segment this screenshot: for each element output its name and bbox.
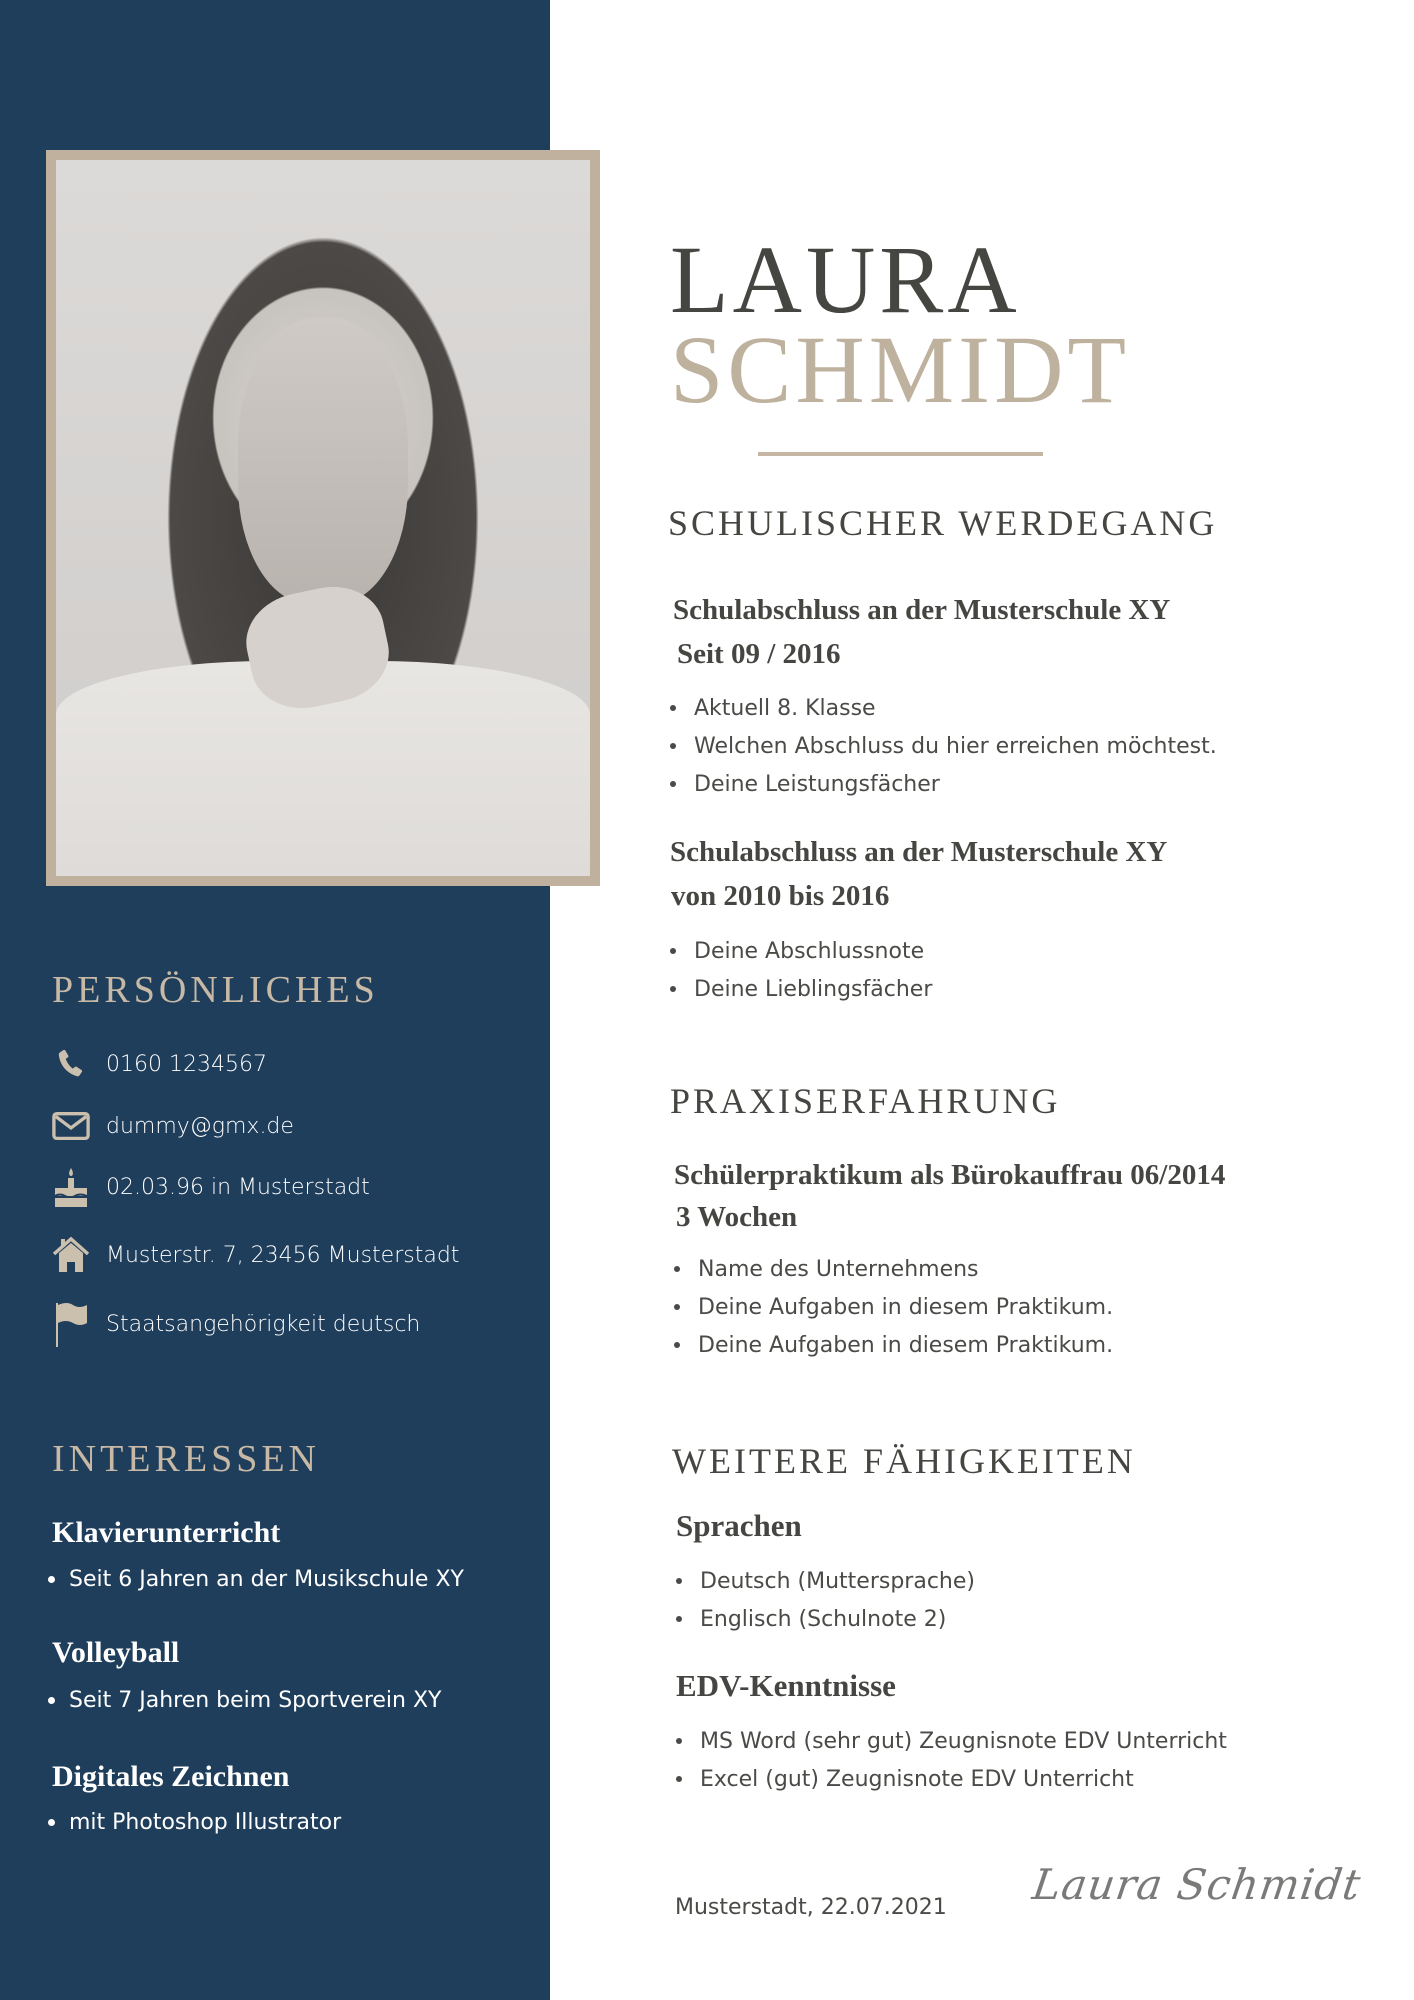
bullet-icon <box>676 1578 682 1584</box>
contact-nationality <box>52 1305 420 1343</box>
contact-birthday <box>52 1168 370 1206</box>
list-item: Englisch (Schulnote 2) <box>676 1600 975 1638</box>
bullet-icon <box>676 1616 682 1622</box>
name-divider <box>758 452 1043 456</box>
contact-email <box>52 1107 294 1145</box>
bullet-icon <box>670 781 676 787</box>
bullet-icon <box>674 1304 680 1310</box>
education-entry-bullets <box>670 932 932 1008</box>
interest-title: Digitales Zeichnen <box>52 1760 290 1793</box>
interest-detail: mit Photoshop Illustrator <box>48 1810 341 1835</box>
bullet-icon <box>48 1819 55 1826</box>
list-item: Deine Aufgaben in diesem Praktikum. <box>674 1288 1113 1326</box>
interest-detail: Seit 7 Jahren beim Sportverein XY <box>48 1688 441 1713</box>
signature: Laura Schmidt <box>1029 1860 1365 1909</box>
experience-heading: PRAXISERFAHRUNG <box>670 1081 1061 1121</box>
list-item: Excel (gut) Zeugnisnote EDV Unterricht <box>676 1760 1227 1798</box>
interest-title: Klavierunterricht <box>52 1516 281 1549</box>
profile-photo-frame <box>46 150 600 886</box>
experience-entry-bullets <box>674 1250 1113 1364</box>
bullet-icon <box>670 986 676 992</box>
contact-phone <box>52 1045 267 1083</box>
list-item: Name des Unternehmens <box>674 1250 1113 1288</box>
bullet-icon <box>676 1776 682 1782</box>
education-entry-title: Schulabschluss an der Musterschule XY <box>673 594 1171 626</box>
nationality: Staatsangehörigkeit deutsch <box>106 1311 421 1337</box>
personal-heading: PERSÖNLICHES <box>52 969 379 1011</box>
birthday-cake-icon <box>52 1168 90 1206</box>
bullet-icon <box>48 1697 55 1704</box>
list-item: Aktuell 8. Klasse <box>670 689 1217 727</box>
bullet-icon <box>674 1342 680 1348</box>
place-date: Musterstadt, 22.07.2021 <box>675 1895 947 1920</box>
address: Musterstr. 7, 23456 Musterstadt <box>106 1242 460 1268</box>
list-item: Deutsch (Muttersprache) <box>676 1562 975 1600</box>
education-entry-title: Schulabschluss an der Musterschule XY <box>670 836 1168 868</box>
bullet-icon <box>48 1576 55 1583</box>
phone-icon <box>52 1045 90 1083</box>
home-icon <box>52 1236 90 1274</box>
last-name: SCHMIDT <box>670 316 1131 423</box>
skills-group-title: Sprachen <box>676 1508 802 1543</box>
education-heading: SCHULISCHER WERDEGANG <box>668 503 1218 543</box>
interests-heading: INTERESSEN <box>52 1438 320 1480</box>
list-item: Deine Leistungsfächer <box>670 765 1217 803</box>
list-item: Deine Abschlussnote <box>670 932 932 970</box>
list-item: Deine Lieblingsfächer <box>670 970 932 1008</box>
list-item: MS Word (sehr gut) Zeugnisnote EDV Unterricht <box>676 1722 1227 1760</box>
interest-detail: Seit 6 Jahren an der Musikschule XY <box>48 1567 464 1592</box>
list-item: Welchen Abschluss du hier erreichen möchtest. <box>670 727 1217 765</box>
email-address: dummy@gmx.de <box>106 1113 294 1139</box>
flag-icon <box>52 1305 90 1343</box>
skills-heading: WEITERE FÄHIGKEITEN <box>672 1441 1136 1481</box>
list-item: Deine Aufgaben in diesem Praktikum. <box>674 1326 1113 1364</box>
bullet-icon <box>670 948 676 954</box>
education-entry-bullets <box>670 689 1217 803</box>
skills-group-bullets <box>676 1722 1227 1798</box>
skills-group-title: EDV-Kenntnisse <box>676 1668 896 1703</box>
bullet-icon <box>674 1266 680 1272</box>
skills-group-bullets <box>676 1562 975 1638</box>
interest-title: Volleyball <box>52 1636 180 1669</box>
birth-date-place: 02.03.96 in Musterstadt <box>106 1174 370 1200</box>
experience-entry-title: Schülerpraktikum als Bürokauffrau 06/2014 <box>674 1159 1226 1191</box>
first-name: LAURA <box>670 226 1021 333</box>
bullet-icon <box>676 1738 682 1744</box>
photo-face <box>238 318 409 604</box>
phone-number: 0160 1234567 <box>106 1051 267 1077</box>
profile-photo <box>56 160 590 876</box>
experience-entry-duration: 3 Wochen <box>676 1201 798 1233</box>
bullet-icon <box>670 743 676 749</box>
contact-address <box>52 1236 459 1274</box>
mail-icon <box>52 1107 90 1145</box>
education-entry-date: Seit 09 / 2016 <box>677 638 841 670</box>
education-entry-date: von 2010 bis 2016 <box>671 880 890 912</box>
bullet-icon <box>670 705 676 711</box>
